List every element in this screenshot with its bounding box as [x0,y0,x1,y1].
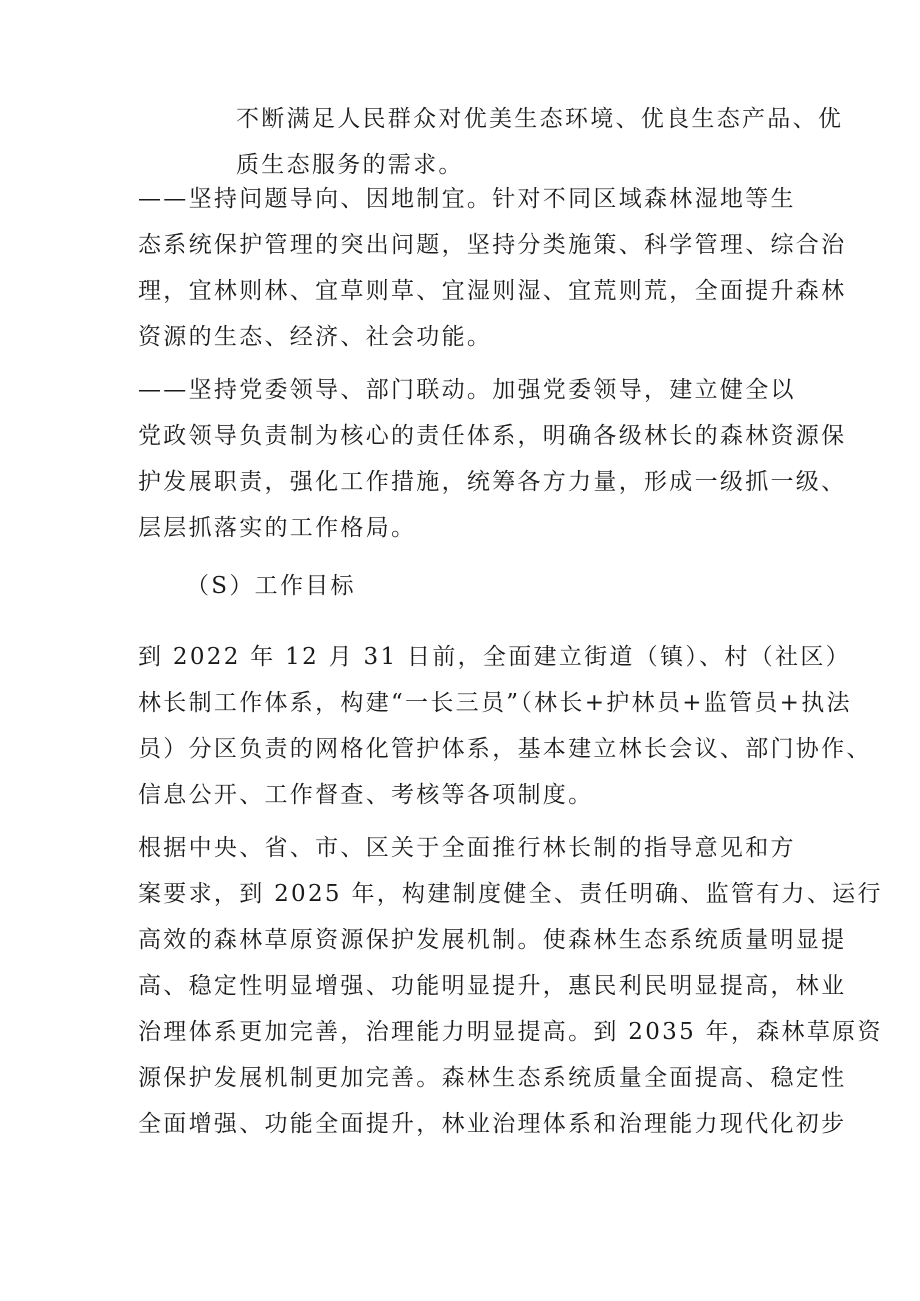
paragraph-goal-2022 [138,634,872,818]
text-line: 全面增强、功能全面提升，林业治理体系和治理能力现代化初步 [138,1111,847,1137]
text-line: 林长制工作体系，构建“一长三员”（林长+护林员+监管员+执法 [138,690,852,716]
text-line: ——坚持问题导向、因地制宜。针对不同区域森林湿地等生 [138,186,796,212]
text-line: 案要求，到 2025 年，构建制度健全、责任明确、监管有力、运行 [138,881,883,907]
text-line: 党政领导负责制为核心的责任体系，明确各级林长的森林资源保 [138,423,847,449]
text-line: 高效的森林草原资源保护发展机制。使森林生态系统质量明显提 [138,927,847,953]
heading-text: （S）工作目标 [186,573,356,599]
text-line: 资源的生态、经济、社会功能。 [138,324,493,350]
text-line: 态系统保护管理的突出问题，坚持分类施策、科学管理、综合治 [138,232,847,258]
paragraph-problem-oriented [138,176,846,360]
paragraph-continuation [236,96,843,188]
text-line: 高、稳定性明显增强、功能明显提升，惠民利民明显提高，林业 [138,973,847,999]
text-line: 护发展职责，强化工作措施，统筹各方力量，形成一级抓一级、 [138,469,847,495]
section-heading [186,563,356,609]
text-line: 根据中央、省、市、区关于全面推行林长制的指导意见和方 [138,835,796,861]
text-line: 员）分区负责的网格化管护体系，基本建立林长会议、部门协作、 [138,736,872,762]
paragraph-party-leadership [138,367,846,551]
text-line: 源保护发展机制更加完善。森林生态系统质量全面提高、稳定性 [138,1065,847,1091]
text-line: ——坚持党委领导、部门联动。加强党委领导，建立健全以 [138,377,796,403]
text-line: 不断满足人民群众对优美生态环境、优良生态产品、优 [236,106,844,132]
paragraph-goal-2025-2035 [138,825,883,1147]
text-line: 质生态服务的需求。 [236,152,464,178]
text-line: 层层抓落实的工作格局。 [138,515,417,541]
text-line: 治理体系更加完善，治理能力明显提高。到 2035 年，森林草原资 [138,1019,883,1045]
text-line: 信息公开、工作督查、考核等各项制度。 [138,782,594,808]
text-line: 到 2022 年 12 月 31 日前，全面建立街道（镇）、村（社区） [138,644,851,670]
text-line: 理，宜林则林、宜草则草、宜湿则湿、宜荒则荒，全面提升森林 [138,278,847,304]
